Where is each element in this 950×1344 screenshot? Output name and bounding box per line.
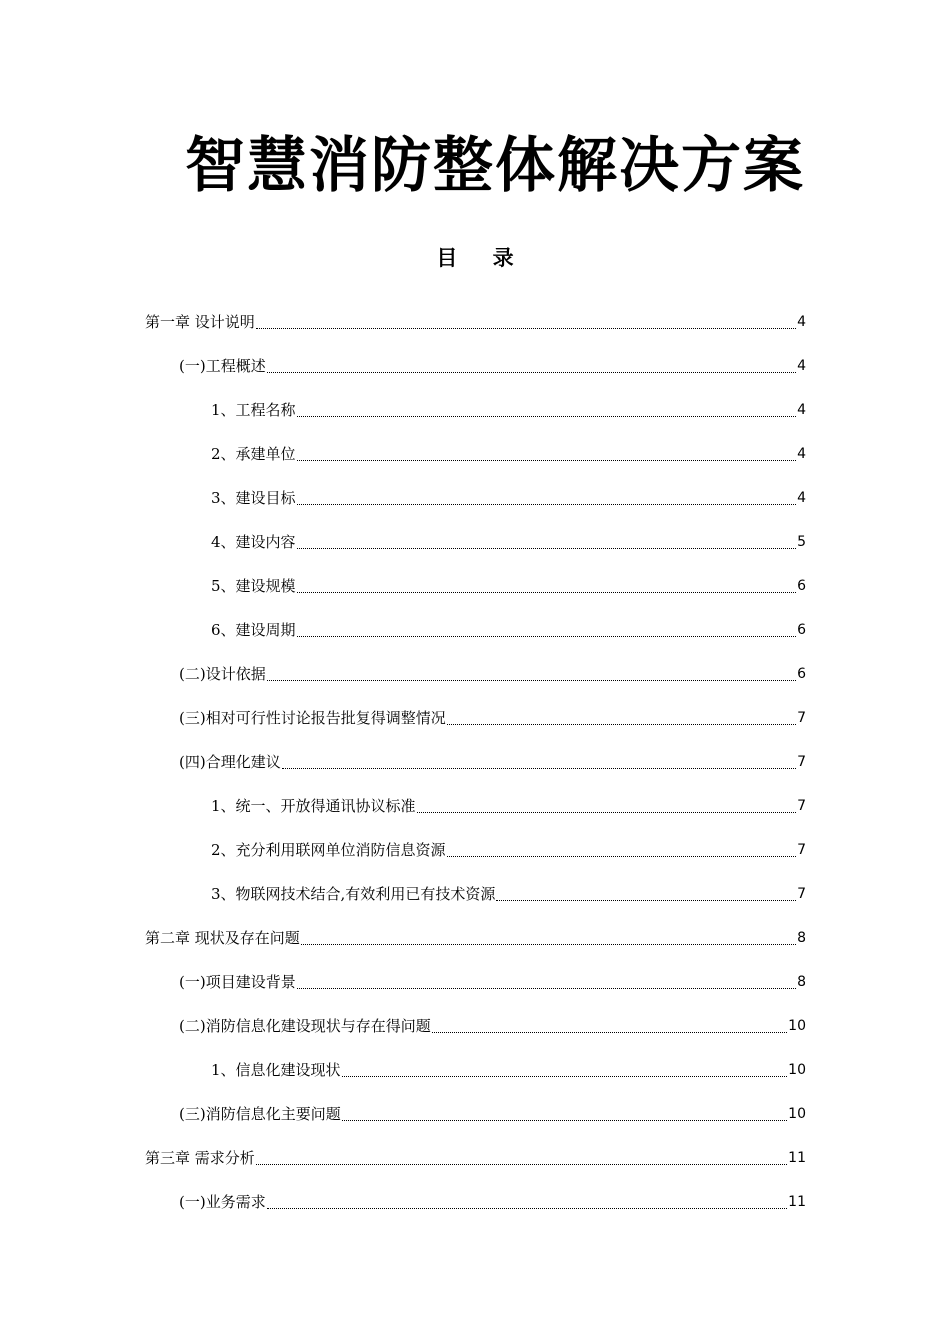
toc-entry[interactable] <box>145 344 806 388</box>
toc-entry-page-number: 10 <box>788 1062 806 1078</box>
toc-entry[interactable] <box>145 564 806 608</box>
toc-entry-label: 1、信息化建设现状 <box>211 1061 341 1079</box>
toc-entry[interactable] <box>145 872 806 916</box>
toc-entry-label: (二)消防信息化建设现状与存在得问题 <box>179 1017 431 1035</box>
toc-entry-label: 1、工程名称 <box>211 401 296 419</box>
toc-entry[interactable] <box>145 828 806 872</box>
toc-dot-leader <box>447 855 797 857</box>
toc-entry-label: (一)项目建设背景 <box>179 973 296 991</box>
toc-entry-label: 3、物联网技术结合,有效利用已有技术资源 <box>211 885 496 903</box>
toc-entry[interactable] <box>145 476 806 520</box>
toc-dot-leader <box>267 679 796 681</box>
toc-entry-label: 5、建设规模 <box>211 577 296 595</box>
toc-entry[interactable] <box>145 388 806 432</box>
toc-entry-page-number: 7 <box>797 754 806 770</box>
toc-entry-page-number: 7 <box>797 710 806 726</box>
toc-entry[interactable] <box>145 520 806 564</box>
toc-entry-page-number: 6 <box>797 578 806 594</box>
toc-entry-page-number: 6 <box>797 666 806 682</box>
toc-entry-page-number: 10 <box>788 1018 806 1034</box>
toc-entry[interactable] <box>145 696 806 740</box>
toc-dot-leader <box>297 591 797 593</box>
toc-entry-page-number: 7 <box>797 842 806 858</box>
toc-entry-label: 3、建设目标 <box>211 489 296 507</box>
document-title: 智慧消防整体解决方案 <box>185 131 805 201</box>
toc-entry-page-number: 11 <box>788 1194 806 1210</box>
toc-dot-leader <box>342 1075 788 1077</box>
toc-dot-leader <box>301 943 796 945</box>
toc-entry[interactable] <box>145 916 806 960</box>
toc-entry-page-number: 4 <box>797 446 806 462</box>
toc-dot-leader <box>297 547 797 549</box>
toc-entry[interactable] <box>145 784 806 828</box>
toc-entry-label: 4、建设内容 <box>211 533 296 551</box>
toc-entry-page-number: 4 <box>797 314 806 330</box>
toc-dot-leader <box>297 503 797 505</box>
toc-dot-leader <box>256 1163 787 1165</box>
toc-entry-page-number: 6 <box>797 622 806 638</box>
toc-dot-leader <box>417 811 797 813</box>
toc-dot-leader <box>297 459 797 461</box>
toc-entry-label: 第三章 需求分析 <box>145 1149 255 1167</box>
toc-entry-page-number: 7 <box>797 886 806 902</box>
toc-entry-page-number: 7 <box>797 798 806 814</box>
toc-dot-leader <box>267 371 796 373</box>
toc-entry[interactable] <box>145 432 806 476</box>
toc-dot-leader <box>256 327 796 329</box>
toc-entry-label: 6、建设周期 <box>211 621 296 639</box>
toc-entry[interactable] <box>145 300 806 344</box>
toc-entry-page-number: 4 <box>797 358 806 374</box>
toc-entry-label: (三)相对可行性讨论报告批复得调整情况 <box>179 709 446 727</box>
toc-entry[interactable] <box>145 652 806 696</box>
toc-dot-leader <box>447 723 796 725</box>
toc-entry[interactable] <box>145 1048 806 1092</box>
toc-entry[interactable] <box>145 960 806 1004</box>
toc-entry-page-number: 8 <box>797 930 806 946</box>
toc-entry-label: (二)设计依据 <box>179 665 266 683</box>
toc-entry-label: 第二章 现状及存在问题 <box>145 929 300 947</box>
toc-dot-leader <box>342 1119 787 1121</box>
toc-entry-page-number: 10 <box>788 1106 806 1122</box>
toc-entry[interactable] <box>145 1004 806 1048</box>
toc-dot-leader <box>496 899 796 901</box>
toc-entry-page-number: 4 <box>797 402 806 418</box>
table-of-contents <box>145 300 806 1224</box>
toc-entry-label: 2、承建单位 <box>211 445 296 463</box>
toc-entry-label: (一)工程概述 <box>179 357 266 375</box>
toc-entry[interactable] <box>145 740 806 784</box>
toc-entry-label: (三)消防信息化主要问题 <box>179 1105 341 1123</box>
toc-entry[interactable] <box>145 1092 806 1136</box>
toc-dot-leader <box>267 1207 787 1209</box>
toc-entry-page-number: 8 <box>797 974 806 990</box>
toc-entry[interactable] <box>145 1136 806 1180</box>
toc-dot-leader <box>432 1031 787 1033</box>
toc-entry-page-number: 11 <box>788 1150 806 1166</box>
toc-dot-leader <box>297 415 797 417</box>
toc-entry-label: (一)业务需求 <box>179 1193 266 1211</box>
toc-dot-leader <box>282 767 796 769</box>
toc-heading: 目 录 <box>436 245 528 270</box>
toc-entry[interactable] <box>145 608 806 652</box>
toc-entry-label: (四)合理化建议 <box>179 753 281 771</box>
toc-dot-leader <box>297 987 796 989</box>
toc-entry-page-number: 4 <box>797 490 806 506</box>
toc-entry-label: 第一章 设计说明 <box>145 313 255 331</box>
toc-entry-page-number: 5 <box>797 534 806 550</box>
toc-entry-label: 1、统一、开放得通讯协议标准 <box>211 797 416 815</box>
toc-dot-leader <box>297 635 797 637</box>
toc-entry[interactable] <box>145 1180 806 1224</box>
toc-entry-label: 2、充分利用联网单位消防信息资源 <box>211 841 446 859</box>
